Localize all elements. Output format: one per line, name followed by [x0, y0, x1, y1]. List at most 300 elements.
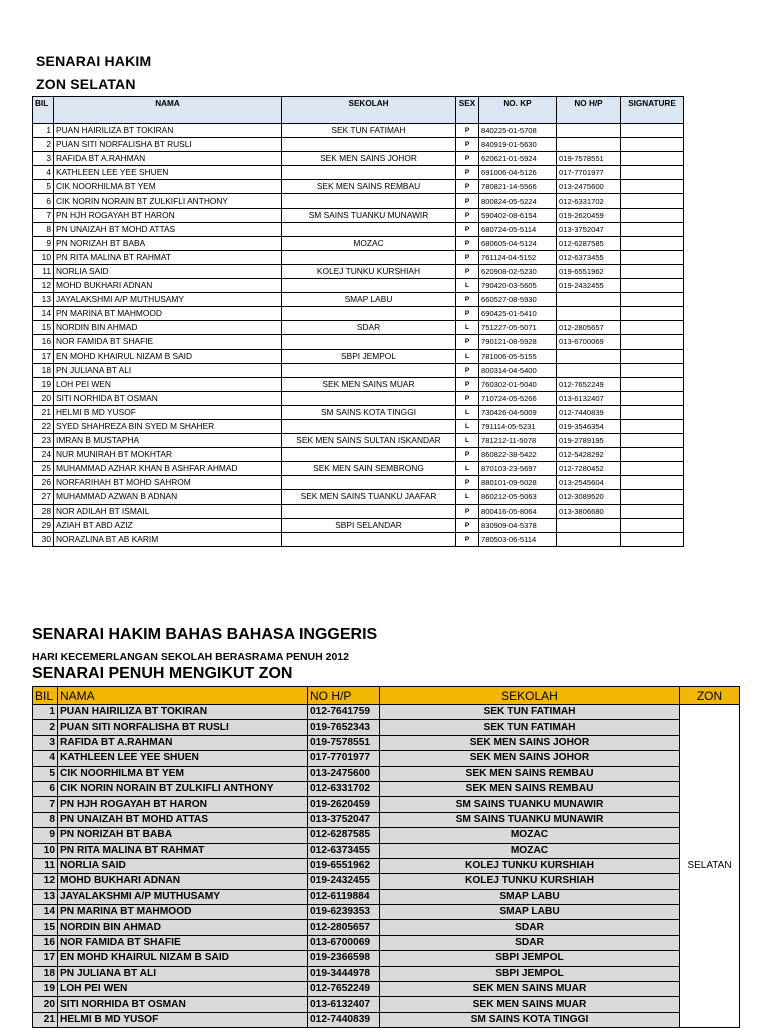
- cell-nama: MOHD BUKHARI ADNAN: [58, 874, 308, 889]
- table-row: [33, 321, 684, 335]
- cell-no-kp: 781212-11-5078: [479, 434, 557, 448]
- header-nama: NAMA: [54, 97, 282, 124]
- table-row: [33, 828, 740, 843]
- cell-no-kp: 691006-04-5126: [479, 166, 557, 180]
- cell-no-hp: 013-3752047: [557, 222, 621, 236]
- cell-nama: HELMI B MD YUSOF: [58, 1012, 308, 1027]
- cell-sex: P: [456, 264, 479, 278]
- cell-bil: 2: [33, 720, 58, 735]
- cell-bil: 2: [33, 138, 54, 152]
- cell-no-kp: 860822-38-5422: [479, 448, 557, 462]
- table-row: [33, 935, 740, 950]
- cell-bil: 18: [33, 363, 54, 377]
- cell-bil: 4: [33, 166, 54, 180]
- table-row: [33, 448, 684, 462]
- cell-sex: L: [456, 419, 479, 433]
- cell-sekolah: [282, 279, 456, 293]
- header-nama: NAMA: [58, 687, 308, 705]
- cell-no-hp: [557, 293, 621, 307]
- cell-nama: SITI NORHIDA BT OSMAN: [58, 997, 308, 1012]
- cell-no-hp: 019-6551962: [557, 264, 621, 278]
- cell-bil: 17: [33, 951, 58, 966]
- header-signature: SIGNATURE: [621, 97, 684, 124]
- cell-signature: [621, 363, 684, 377]
- cell-sekolah: [282, 504, 456, 518]
- cell-no-hp: 013-6700069: [308, 935, 380, 950]
- cell-bil: 6: [33, 194, 54, 208]
- table-row: [33, 335, 684, 349]
- cell-signature: [621, 307, 684, 321]
- cell-nama: PN HJH ROGAYAH BT HARON: [58, 797, 308, 812]
- cell-no-hp: 019-2620459: [557, 208, 621, 222]
- cell-bil: 19: [33, 377, 54, 391]
- cell-sekolah: SEK MEN SAINS JOHOR: [380, 751, 680, 766]
- cell-no-hp: 013-6700069: [557, 335, 621, 349]
- cell-sex: L: [456, 462, 479, 476]
- cell-nama: SITI NORHIDA BT OSMAN: [54, 391, 282, 405]
- cell-sekolah: SMAP LABU: [282, 293, 456, 307]
- cell-no-hp: 012-7440839: [308, 1012, 380, 1027]
- cell-sekolah: SDAR: [380, 920, 680, 935]
- cell-no-hp: 019-3546354: [557, 419, 621, 433]
- cell-sekolah: KOLEJ TUNKU KURSHIAH: [282, 264, 456, 278]
- cell-no-hp: [557, 532, 621, 546]
- cell-nama: LOH PEI WEN: [58, 982, 308, 997]
- header-no-hp: NO H/P: [308, 687, 380, 705]
- table-row: [33, 812, 740, 827]
- cell-sekolah: MOZAC: [282, 236, 456, 250]
- cell-no-kp: 880101-09-5028: [479, 476, 557, 490]
- cell-nama: MUHAMMAD AZHAR KHAN B ASHFAR AHMAD: [54, 462, 282, 476]
- cell-no-hp: 012-2805657: [557, 321, 621, 335]
- table-row: [33, 504, 684, 518]
- cell-signature: [621, 194, 684, 208]
- cell-nama: PUAN SITI NORFALISHA BT RUSLI: [58, 720, 308, 735]
- cell-sex: P: [456, 138, 479, 152]
- cell-bil: 18: [33, 966, 58, 981]
- cell-nama: KATHLEEN LEE YEE SHUEN: [58, 751, 308, 766]
- cell-signature: [621, 490, 684, 504]
- cell-sekolah: [282, 138, 456, 152]
- cell-sex: L: [456, 349, 479, 363]
- cell-bil: 10: [33, 250, 54, 264]
- table-row: [33, 138, 684, 152]
- cell-sekolah: SEK TUN FATIMAH: [282, 124, 456, 138]
- cell-bil: 16: [33, 335, 54, 349]
- table-row: [33, 751, 740, 766]
- cell-sekolah: SMAP LABU: [380, 905, 680, 920]
- cell-sex: P: [456, 222, 479, 236]
- table-row: [33, 236, 684, 250]
- cell-sekolah: [282, 532, 456, 546]
- header-no-kp: NO. KP: [479, 97, 557, 124]
- cell-no-kp: 620908-02-5230: [479, 264, 557, 278]
- cell-sekolah: [282, 448, 456, 462]
- table-row: [33, 997, 740, 1012]
- table-row: [33, 124, 684, 138]
- table-row: [33, 920, 740, 935]
- cell-sex: P: [456, 476, 479, 490]
- cell-bil: 21: [33, 1012, 58, 1027]
- cell-signature: [621, 335, 684, 349]
- cell-no-hp: [557, 138, 621, 152]
- cell-no-hp: 012-7652249: [308, 982, 380, 997]
- table-row: [33, 152, 684, 166]
- cell-bil: 12: [33, 874, 58, 889]
- header-sex: SEX: [456, 97, 479, 124]
- table-row: [33, 208, 684, 222]
- cell-signature: [621, 434, 684, 448]
- cell-bil: 27: [33, 490, 54, 504]
- table-row: [33, 858, 740, 873]
- cell-sex: P: [456, 377, 479, 391]
- table-row: [33, 349, 684, 363]
- cell-sekolah: SBPI JEMPOL: [380, 966, 680, 981]
- cell-bil: 5: [33, 180, 54, 194]
- cell-bil: 20: [33, 391, 54, 405]
- cell-sekolah: [282, 476, 456, 490]
- cell-nama: PN UNAIZAH BT MOHD ATTAS: [54, 222, 282, 236]
- cell-bil: 20: [33, 997, 58, 1012]
- cell-bil: 24: [33, 448, 54, 462]
- cell-bil: 15: [33, 920, 58, 935]
- cell-nama: NORLIA SAID: [58, 858, 308, 873]
- cell-sekolah: SDAR: [380, 935, 680, 950]
- cell-no-hp: 013-6132407: [308, 997, 380, 1012]
- table-row: [33, 490, 684, 504]
- cell-sekolah: SEK MEN SAINS REMBAU: [380, 766, 680, 781]
- cell-no-hp: 017-7701977: [308, 751, 380, 766]
- cell-sekolah: SDAR: [282, 321, 456, 335]
- cell-signature: [621, 532, 684, 546]
- cell-sekolah: KOLEJ TUNKU KURSHIAH: [380, 858, 680, 873]
- cell-sekolah: SEK MEN SAINS REMBAU: [380, 781, 680, 796]
- table-row: [33, 874, 740, 889]
- cell-sex: P: [456, 532, 479, 546]
- cell-signature: [621, 518, 684, 532]
- cell-sekolah: SBPI JEMPOL: [282, 349, 456, 363]
- cell-nama: EN MOHD KHAIRUL NIZAM B SAID: [54, 349, 282, 363]
- cell-no-hp: 019-7578551: [557, 152, 621, 166]
- cell-nama: NOR FAMIDA BT SHAFIE: [54, 335, 282, 349]
- cell-sex: P: [456, 335, 479, 349]
- cell-bil: 22: [33, 419, 54, 433]
- cell-no-hp: 013-3752047: [308, 812, 380, 827]
- cell-no-kp: 870103-23-5697: [479, 462, 557, 476]
- cell-bil: 1: [33, 124, 54, 138]
- cell-sekolah: SM SAINS KOTA TINGGI: [282, 405, 456, 419]
- cell-signature: [621, 208, 684, 222]
- cell-no-hp: 013-2545604: [557, 476, 621, 490]
- table-row: [33, 180, 684, 194]
- cell-sex: P: [456, 194, 479, 208]
- cell-sex: P: [456, 208, 479, 222]
- table-row: [33, 889, 740, 904]
- table-row: [33, 843, 740, 858]
- cell-sekolah: [282, 194, 456, 208]
- cell-signature: [621, 279, 684, 293]
- cell-no-kp: 800416-05-8064: [479, 504, 557, 518]
- cell-nama: NORDIN BIN AHMAD: [54, 321, 282, 335]
- cell-no-hp: [557, 124, 621, 138]
- cell-no-hp: [557, 307, 621, 321]
- table-row: [33, 797, 740, 812]
- table-row: [33, 476, 684, 490]
- cell-nama: PN JULIANA BT ALI: [54, 363, 282, 377]
- cell-sekolah: SEK MEN SAIN SEMBRONG: [282, 462, 456, 476]
- table-row: [33, 720, 740, 735]
- cell-no-hp: 019-7578551: [308, 735, 380, 750]
- header-zon: ZON: [680, 687, 740, 705]
- cell-nama: CIK NORIN NORAIN BT ZULKIFLI ANTHONY: [54, 194, 282, 208]
- cell-no-hp: 012-7440839: [557, 405, 621, 419]
- cell-sekolah: [282, 250, 456, 264]
- cell-bil: 12: [33, 279, 54, 293]
- cell-nama: AZIAH BT ABD AZIZ: [54, 518, 282, 532]
- table-row: [33, 532, 684, 546]
- table-row: [33, 250, 684, 264]
- table-row: [33, 377, 684, 391]
- table-row: [33, 293, 684, 307]
- cell-no-hp: 012-6331702: [557, 194, 621, 208]
- table-row: [33, 705, 740, 720]
- cell-nama: PN UNAIZAH BT MOHD ATTAS: [58, 812, 308, 827]
- cell-bil: 8: [33, 222, 54, 236]
- table-row: [33, 766, 740, 781]
- header-sekolah: SEKOLAH: [282, 97, 456, 124]
- cell-signature: [621, 504, 684, 518]
- cell-no-kp: 780503-06-5114: [479, 532, 557, 546]
- cell-sekolah: [282, 222, 456, 236]
- cell-no-hp: 012-5428292: [557, 448, 621, 462]
- table-row: [33, 518, 684, 532]
- cell-signature: [621, 152, 684, 166]
- cell-sekolah: SEK MEN SAINS MUAR: [282, 377, 456, 391]
- cell-nama: PUAN HAIRILIZA BT TOKIRAN: [58, 705, 308, 720]
- cell-sekolah: SEK MEN SAINS SULTAN ISKANDAR: [282, 434, 456, 448]
- cell-sex: P: [456, 166, 479, 180]
- cell-bil: 15: [33, 321, 54, 335]
- cell-no-kp: 790121-08-5928: [479, 335, 557, 349]
- cell-bil: 8: [33, 812, 58, 827]
- cell-no-hp: 017-7701977: [557, 166, 621, 180]
- cell-no-hp: 019-2432455: [308, 874, 380, 889]
- cell-sekolah: SEK MEN SAINS JOHOR: [380, 735, 680, 750]
- cell-no-hp: 013-3806680: [557, 504, 621, 518]
- cell-bil: 7: [33, 208, 54, 222]
- cell-no-hp: 019-6551962: [308, 858, 380, 873]
- cell-no-kp: 830909-04-5378: [479, 518, 557, 532]
- cell-no-hp: 012-6373455: [557, 250, 621, 264]
- cell-no-kp: 800824-05-5224: [479, 194, 557, 208]
- header-sekolah: SEKOLAH: [380, 687, 680, 705]
- cell-signature: [621, 250, 684, 264]
- cell-signature: [621, 476, 684, 490]
- cell-bil: 14: [33, 905, 58, 920]
- cell-nama: NORDIN BIN AHMAD: [58, 920, 308, 935]
- cell-bil: 17: [33, 349, 54, 363]
- cell-sekolah: SEK TUN FATIMAH: [380, 705, 680, 720]
- cell-bil: 16: [33, 935, 58, 950]
- cell-no-hp: 019-6239353: [308, 905, 380, 920]
- cell-bil: 9: [33, 828, 58, 843]
- cell-no-hp: 012-6119884: [308, 889, 380, 904]
- cell-sekolah: MOZAC: [380, 843, 680, 858]
- cell-signature: [621, 349, 684, 363]
- cell-no-hp: [557, 518, 621, 532]
- cell-sex: P: [456, 124, 479, 138]
- cell-signature: [621, 166, 684, 180]
- cell-bil: 1: [33, 705, 58, 720]
- table-row: [33, 405, 684, 419]
- full-list-title: SENARAI PENUH MENGIKUT ZON: [32, 665, 293, 682]
- cell-no-hp: 019-2366598: [308, 951, 380, 966]
- cell-bil: 3: [33, 152, 54, 166]
- cell-no-kp: 730426-04-5009: [479, 405, 557, 419]
- cell-no-kp: 790420-03-5605: [479, 279, 557, 293]
- cell-sekolah: SEK TUN FATIMAH: [380, 720, 680, 735]
- cell-no-kp: 751227-05-5071: [479, 321, 557, 335]
- cell-nama: PUAN HAIRILIZA BT TOKIRAN: [54, 124, 282, 138]
- cell-no-hp: 013-2475600: [308, 766, 380, 781]
- cell-no-kp: 860212-05-5063: [479, 490, 557, 504]
- cell-no-kp: 760302-01-5040: [479, 377, 557, 391]
- cell-nama: HELMI B MD YUSOF: [54, 405, 282, 419]
- table-row: [33, 735, 740, 750]
- cell-no-kp: 800314-04-5400: [479, 363, 557, 377]
- cell-bil: 11: [33, 858, 58, 873]
- cell-no-hp: 012-6331702: [308, 781, 380, 796]
- cell-sekolah: SEK MEN SAINS TUANKU JAAFAR: [282, 490, 456, 504]
- cell-bil: 26: [33, 476, 54, 490]
- cell-nama: JAYALAKSHMI A/P MUTHUSAMY: [54, 293, 282, 307]
- cell-no-kp: 840919-01-5630: [479, 138, 557, 152]
- cell-bil: 30: [33, 532, 54, 546]
- cell-no-hp: 019-7652343: [308, 720, 380, 735]
- table-row: [33, 1012, 740, 1027]
- cell-nama: NOR FAMIDA BT SHAFIE: [58, 935, 308, 950]
- cell-sex: L: [456, 434, 479, 448]
- cell-sex: L: [456, 490, 479, 504]
- cell-sekolah: SM SAINS TUANKU MUNAWIR: [380, 812, 680, 827]
- cell-nama: RAFIDA BT A.RAHMAN: [58, 735, 308, 750]
- table-row: [33, 951, 740, 966]
- cell-sekolah: [282, 419, 456, 433]
- table-header-row: [33, 687, 740, 705]
- debate-judges-title: SENARAI HAKIM BAHAS BAHASA INGGERIS: [32, 626, 378, 643]
- cell-bil: 13: [33, 293, 54, 307]
- cell-nama: JAYALAKSHMI A/P MUTHUSAMY: [58, 889, 308, 904]
- cell-nama: IMRAN B MUSTAPHA: [54, 434, 282, 448]
- judges-table-by-zone: [32, 686, 740, 1028]
- cell-sex: P: [456, 293, 479, 307]
- cell-nama: MUHAMMAD AZWAN B ADNAN: [54, 490, 282, 504]
- cell-nama: NORFARIHAH BT MOHD SAHROM: [54, 476, 282, 490]
- cell-sex: L: [456, 279, 479, 293]
- table-row: [33, 781, 740, 796]
- cell-no-hp: 012-7652249: [557, 377, 621, 391]
- cell-nama: NUR MUNIRAH BT MOKHTAR: [54, 448, 282, 462]
- cell-sekolah: SEK MEN SAINS REMBAU: [282, 180, 456, 194]
- cell-nama: NORAZLINA BT AB KARIM: [54, 532, 282, 546]
- cell-sekolah: MOZAC: [380, 828, 680, 843]
- judges-table-zon-selatan: [32, 96, 684, 547]
- cell-nama: PN MARINA BT MAHMOOD: [54, 307, 282, 321]
- cell-bil: 6: [33, 781, 58, 796]
- cell-bil: 10: [33, 843, 58, 858]
- cell-nama: PN MARINA BT MAHMOOD: [58, 905, 308, 920]
- table-row: [33, 462, 684, 476]
- cell-no-hp: 012-7641759: [308, 705, 380, 720]
- cell-nama: NORLIA SAID: [54, 264, 282, 278]
- cell-sekolah: SBPI JEMPOL: [380, 951, 680, 966]
- cell-sekolah: SEK MEN SAINS JOHOR: [282, 152, 456, 166]
- list-title: SENARAI HAKIM: [36, 53, 152, 69]
- cell-no-hp: 019-3444978: [308, 966, 380, 981]
- cell-signature: [621, 264, 684, 278]
- cell-bil: 3: [33, 735, 58, 750]
- cell-nama: PN NORIZAH BT BABA: [58, 828, 308, 843]
- cell-sekolah: SEK MEN SAINS MUAR: [380, 997, 680, 1012]
- cell-bil: 25: [33, 462, 54, 476]
- cell-sex: P: [456, 152, 479, 166]
- cell-signature: [621, 448, 684, 462]
- cell-bil: 5: [33, 766, 58, 781]
- cell-no-kp: 780821-14-5566: [479, 180, 557, 194]
- cell-signature: [621, 293, 684, 307]
- table-row: [33, 264, 684, 278]
- cell-sekolah: SM SAINS TUANKU MUNAWIR: [380, 797, 680, 812]
- cell-no-hp: 013-6132407: [557, 391, 621, 405]
- cell-sex: L: [456, 405, 479, 419]
- cell-sekolah: SBPI SELANDAR: [282, 518, 456, 532]
- cell-no-hp: 012-6287585: [308, 828, 380, 843]
- cell-bil: 23: [33, 434, 54, 448]
- cell-signature: [621, 124, 684, 138]
- cell-sex: P: [456, 236, 479, 250]
- cell-sekolah: [282, 307, 456, 321]
- cell-bil: 7: [33, 797, 58, 812]
- cell-sekolah: SMAP LABU: [380, 889, 680, 904]
- cell-signature: [621, 222, 684, 236]
- table-row: [33, 434, 684, 448]
- header-bil: BIL: [33, 97, 54, 124]
- table-row: [33, 982, 740, 997]
- cell-signature: [621, 377, 684, 391]
- cell-nama: KATHLEEN LEE YEE SHUEN: [54, 166, 282, 180]
- cell-nama: NOR ADILAH BT ISMAIL: [54, 504, 282, 518]
- table-row: [33, 391, 684, 405]
- cell-nama: CIK NOORHILMA BT YEM: [54, 180, 282, 194]
- cell-bil: 9: [33, 236, 54, 250]
- cell-nama: CIK NORIN NORAIN BT ZULKIFLI ANTHONY: [58, 781, 308, 796]
- cell-sex: P: [456, 518, 479, 532]
- cell-no-kp: 680605-04-5124: [479, 236, 557, 250]
- cell-bil: 21: [33, 405, 54, 419]
- header-no-hp: NO H/P: [557, 97, 621, 124]
- cell-no-kp: 620621-01-5924: [479, 152, 557, 166]
- table-header-row: [33, 97, 684, 124]
- cell-no-kp: 590402-08-6154: [479, 208, 557, 222]
- cell-sex: P: [456, 363, 479, 377]
- table-row: [33, 222, 684, 236]
- cell-signature: [621, 405, 684, 419]
- cell-no-kp: 781006-05-5155: [479, 349, 557, 363]
- cell-bil: 4: [33, 751, 58, 766]
- cell-signature: [621, 419, 684, 433]
- cell-no-hp: 012-2805657: [308, 920, 380, 935]
- cell-sekolah: SM SAINS KOTA TINGGI: [380, 1012, 680, 1027]
